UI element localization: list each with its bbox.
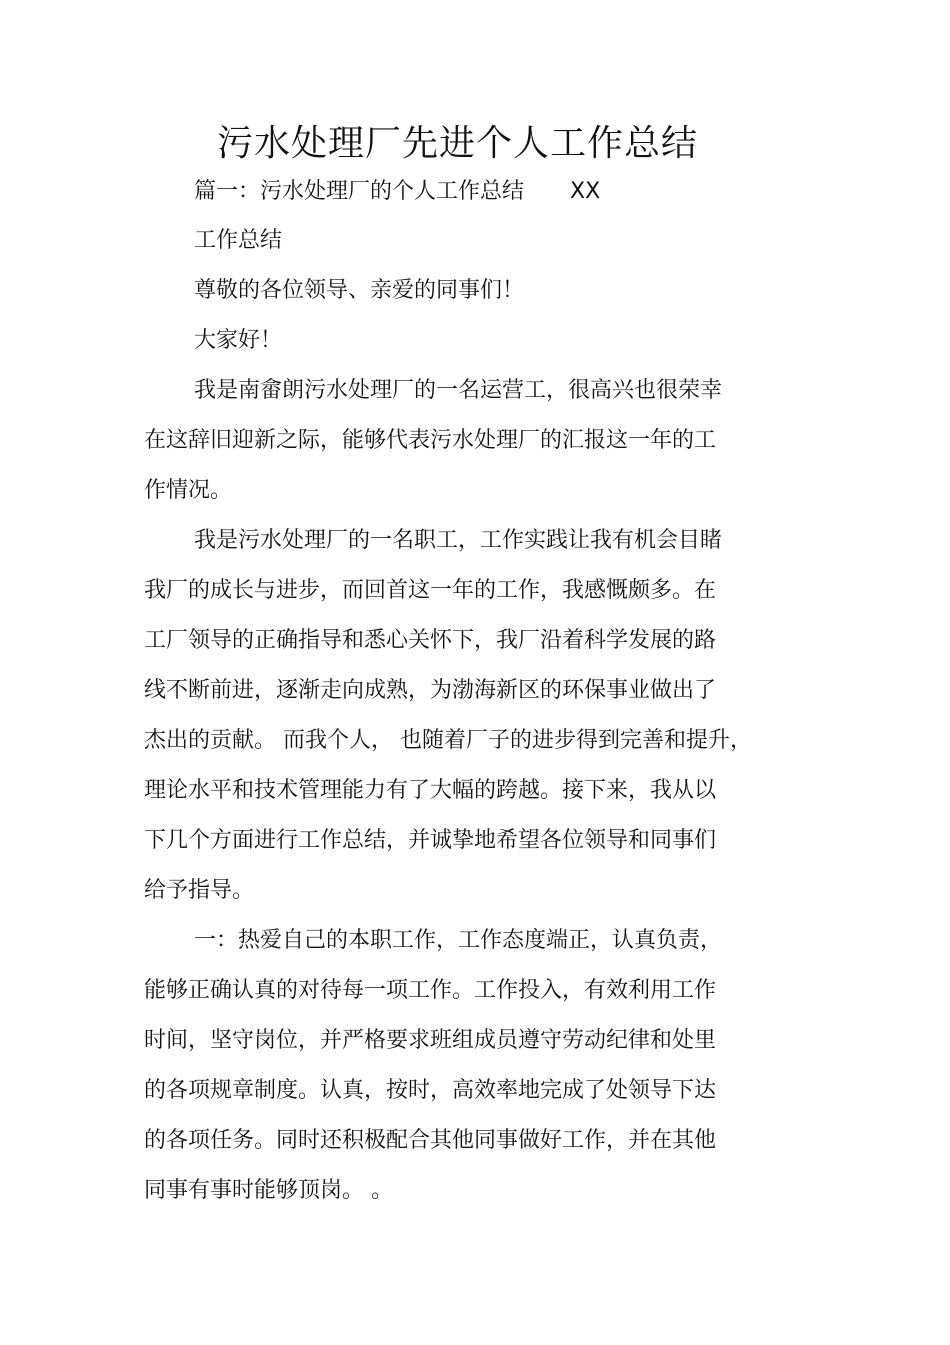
paragraph-line: 我是污水处理厂的一名职工，工作实践让我有机会目睹 — [194, 528, 723, 553]
greeting: 大家好！ — [194, 328, 283, 353]
paragraph-line: 同事有事时能够顶岗。 。 — [144, 1178, 393, 1203]
paragraph-line: 能够正确认真的对待每一项工作。工作投入，有效利用工作 — [144, 978, 717, 1003]
paragraph-line: 工厂领导的正确指导和悉心关怀下，我厂沿着科学发展的路 — [144, 628, 717, 653]
paragraph-line: 理论水平和技术管理能力有了大幅的跨越。接下来，我从以 — [144, 778, 717, 803]
paragraph-line: 的各项规章制度。认真，按时，高效率地完成了处领导下达 — [144, 1078, 717, 1103]
subtitle — [194, 177, 600, 207]
paragraph-line: 在这辞旧迎新之际，能够代表污水处理厂的汇报这一年的工 — [144, 428, 717, 453]
paragraph-line: 我厂的成长与进步，而回首这一年的工作，我感慨颇多。在 — [144, 578, 717, 603]
subtitle-text: 篇一：污水处理厂的个人工作总结 — [194, 179, 525, 204]
paragraph-line: 杰出的贡献。 而我个人， 也随着厂子的进步得到完善和提升， — [144, 728, 752, 753]
paragraph-line: 线不断前进，逐渐走向成熟，为渤海新区的环保事业做出了 — [144, 678, 717, 703]
paragraph-line: 给予指导。 — [144, 878, 255, 903]
document-title: 污水处理厂先进个人工作总结 — [216, 123, 698, 164]
paragraph-line: 作情况。 — [144, 478, 233, 503]
paragraph-line: 时间，坚守岗位，并严格要求班组成员遵守劳动纪律和处里 — [144, 1028, 717, 1053]
paragraph-line: 我是南畲朗污水处理厂的一名运营工，很高兴也很荣幸 — [194, 378, 723, 403]
subtitle-year-placeholder: XX — [570, 179, 601, 204]
salutation: 尊敬的各位领导、亲爱的同事们！ — [194, 278, 525, 303]
paragraph-line: 下几个方面进行工作总结，并诚挚地希望各位领导和同事们 — [144, 828, 717, 853]
paragraph-line: 的各项任务。同时还积极配合其他同事做好工作，并在其他 — [144, 1128, 717, 1153]
paragraph-line: 一：热爱自己的本职工作，工作态度端正，认真负责， — [194, 928, 723, 953]
section-heading: 工作总结 — [194, 228, 283, 253]
